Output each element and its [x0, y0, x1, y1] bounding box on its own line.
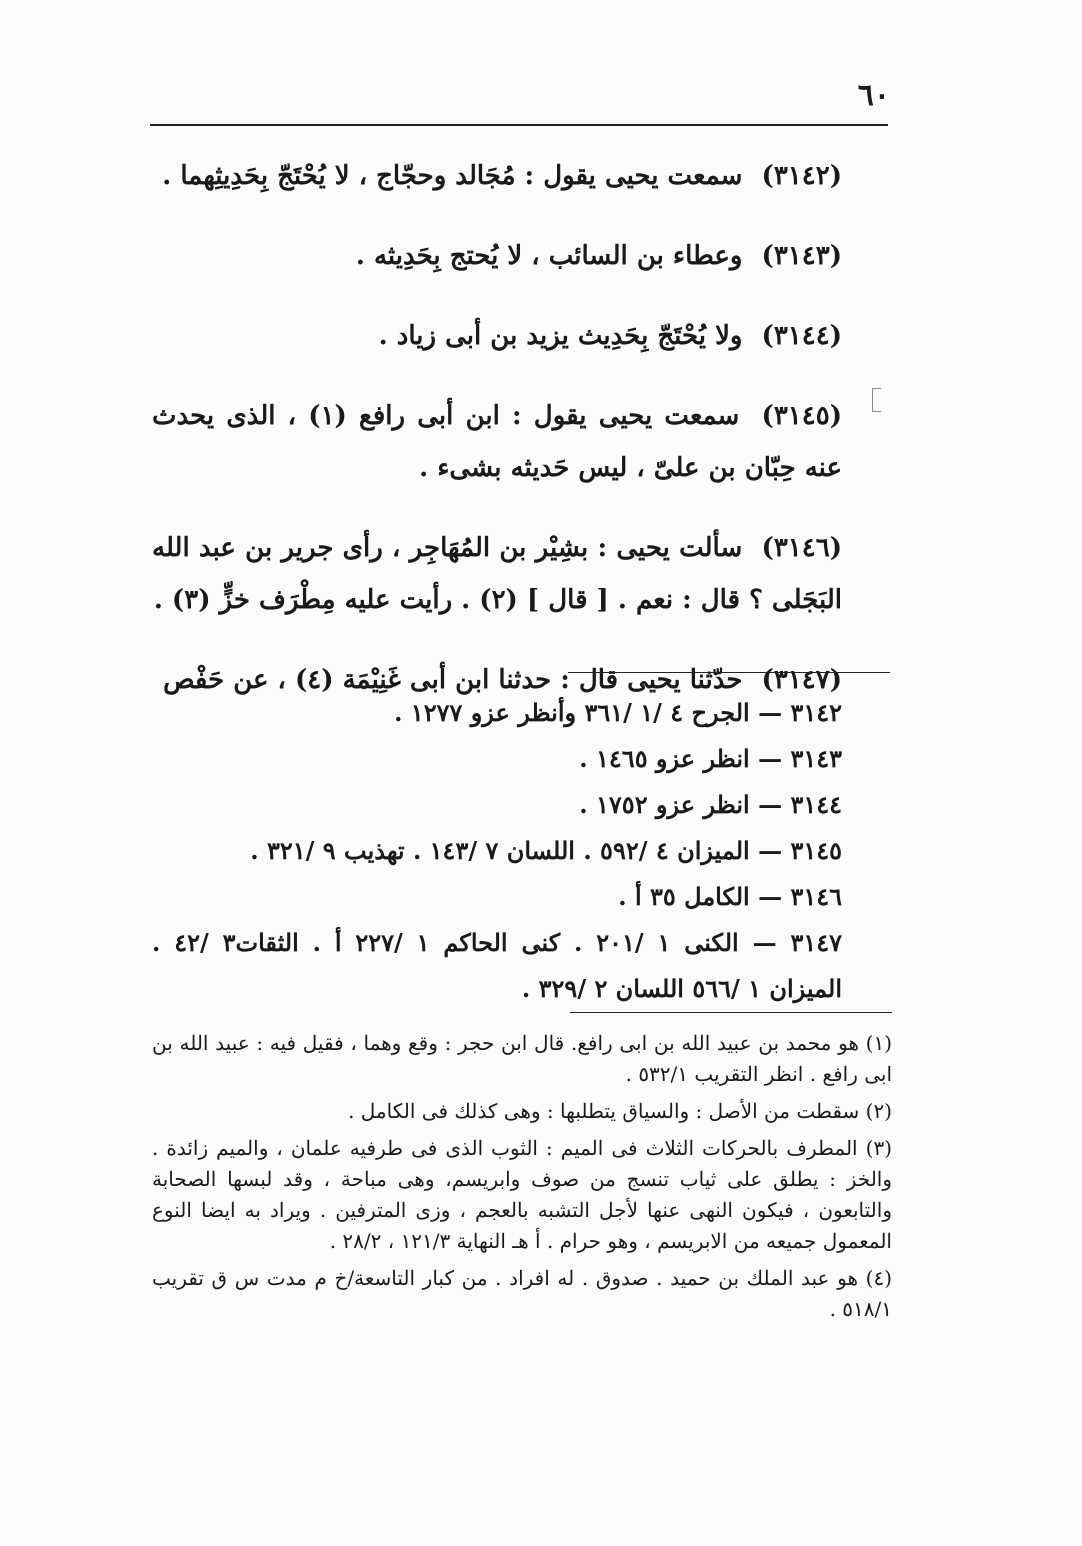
reference-line: ٣١٤٣ — انظر عزو ١٤٦٥ . [579, 744, 842, 773]
entry-number: (٣١٤٢) [761, 161, 842, 191]
reference-line: ٣١٤٦ — الكامل ٣٥ أ . [618, 882, 842, 911]
entry-text: سألت يحيى : بشِيْر بن المُهَاجِر ، رأى جرير بن عبد الله البَجَلى ؟ قال : نعم . [ قال ] (٢) . رأيت عليه مِطْرَف خزٍّ (٣) . [152, 533, 842, 615]
source-references [152, 690, 842, 1012]
entry-text: وعطاء بن السائب ، لا يُحتج بِحَدِيثه . [355, 241, 743, 271]
entry-3143 [152, 230, 842, 282]
reference-line: ٣١٤٢ — الجرح ٤ /١ /٣٦١ وأنظر عزو ١٢٧٧ . [394, 698, 842, 727]
margin-bracket-mark [872, 388, 881, 412]
entry-3145 [152, 390, 842, 494]
entry-number: (٣١٤٦) [761, 533, 842, 563]
entry-number: (٣١٤٥) [761, 401, 843, 431]
reference-line: ٣١٤٧ — الكنى ١ /٢٠١ . كنى الحاكم ١ /٢٢٧ أ . الثقات٣ /٤٢ . الميزان ١ /٥٦٦ اللسان ٢ /٣٢٩ . [152, 928, 842, 1003]
footnote-2: (٢) سقطت من الأصل : والسياق يتطلبها : وهى كذلك فى الكامل . [348, 1099, 892, 1123]
entry-3146 [152, 522, 842, 626]
reference-line: ٣١٤٤ — انظر عزو ١٧٥٢ . [579, 790, 842, 819]
narration-entries [152, 150, 842, 734]
entry-3144 [152, 310, 842, 362]
footnote-1: (١) هو محمد بن عبيد الله بن ابى رافع. قال ابن حجر : وقع وهما ، فقيل فيه : عبيد الله بن ابى رافع . انظر التقريب ٥٣٢/١ . [152, 1031, 892, 1086]
entry-text: سمعت يحيى يقول : مُجَالد وحجّاج ، لا يُحْتَجّ بِحَدِيثِهما . [162, 161, 743, 191]
footnote-4: (٤) هو عبد الملك بن حميد . صدوق . له افراد . من كبار التاسعة/خ م مدت س ق تقريب ٥١٨/١ . [152, 1266, 892, 1321]
entry-text: حدّثنا يحيى قال : حدثنا ابن أبى غَنِيْمَة (٤) ، عن حَفْص [163, 665, 743, 695]
entry-number: (٣١٤٧) [761, 665, 842, 695]
entry-text: ولا يُحْتَجّ بِحَدِيث يزيد بن أبى زياد . [378, 321, 743, 351]
references-divider [568, 672, 890, 673]
entry-number: (٣١٤٣) [761, 241, 842, 271]
reference-line: ٣١٤٥ — الميزان ٤ /٥٩٢ . اللسان ٧ /١٤٣ . تهذيب ٩ /٣٢١ . [250, 836, 842, 865]
footnotes [152, 1028, 892, 1331]
entry-text: سمعت يحيى يقول : ابن أبى رافع (١) ، الذى يحدث عنه حِبّان بن علىّ ، ليس حَديثه بشىء . [152, 401, 842, 483]
page-number: ٦٠ [857, 78, 890, 113]
entry-number: (٣١٤٤) [761, 321, 842, 351]
entry-3142 [152, 150, 842, 202]
footnote-3: (٣) المطرف بالحركات الثلاث فى الميم : الثوب الذى فى طرفيه علمان ، والميم زائدة . والخز : يطلق على ثياب تنسج من صوف وابريسم، وهى مباحة ، وقد لبسها الصحابة والتابعون ، فيكون النهى عنها لأجل التشبه بالعجم ، وزى المترفين . ويراد به ايضا النوع المعمول جميعه من الابريسم ، وهو حرام . أ هـ النهاية ١٢١/٣ ، ٢٨/٢ . [152, 1136, 893, 1253]
footnotes-divider [570, 1012, 892, 1013]
header-rule [150, 124, 888, 126]
